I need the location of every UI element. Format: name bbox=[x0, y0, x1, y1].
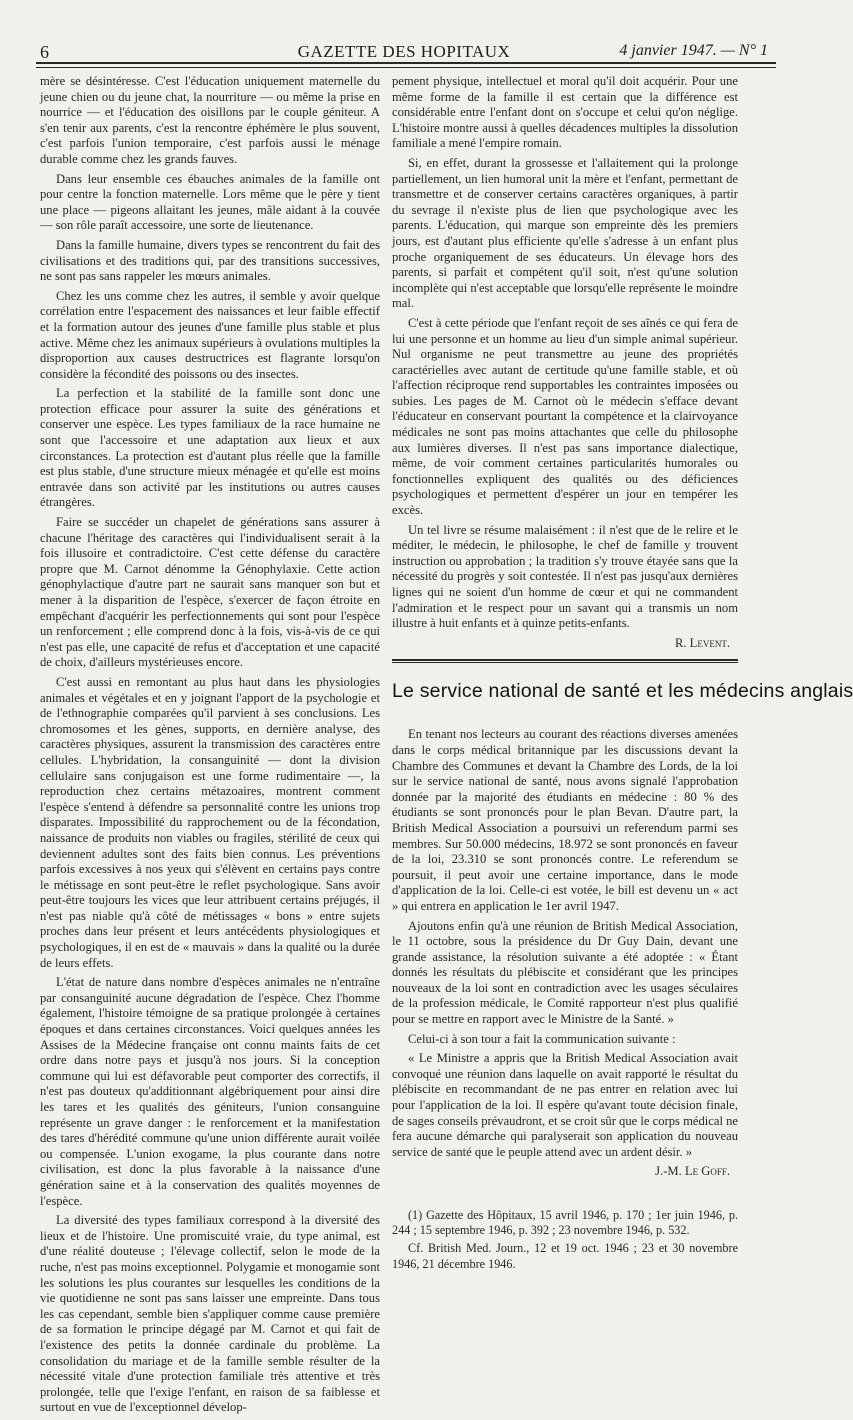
paragraph: « Le Ministre a appris que la British Medical Association avait convoqué une réunion dans laquelle on avait rapporté le résultat du plébiscite en recommandant de ne pas entrer en relation avec lui pour l'application de la loi. Il espère qu'avant toute décision finale, de sages conseils prévaudront, et se croit sûr que le corps médical ne fera aucune démarche qui paralyserait son application du nouveau service de santé que le peuple attend avec un ardent désir. » bbox=[392, 1051, 738, 1159]
author-signature: J.-M. Le Goff. bbox=[655, 1164, 730, 1179]
footnote: Cf. British Med. Journ., 12 et 19 oct. 1946 ; 23 et 30 novembre 1946, 21 décembre 1946. bbox=[392, 1241, 738, 1271]
paragraph: En tenant nos lecteurs au courant des réactions diverses amenées dans le corps médical britannique par les discussions devant la Chambre des Communes et devant la Chambre des Lords, de la loi sur le service national de santé, nous avons signalé l'approbation donnée par la majorité des étudiants en médecine : 80 % des étudiants se sont prononcés pour le plan Bevan. D'autre part, la British Medical Association a poursuivi un referendum parmi ses membres. Sur 50.000 médecins, 18.972 se sont prononcés en faveur de la loi, 23.310 se sont prononcés contre. Le referendum se poursuit, il peut avoir une certaine importance, dans le mode d'application de la loi. Celle-ci est votée, le bill est devenu un « act » qui entrera en application le 1er avril 1947. bbox=[392, 727, 738, 913]
header-rule-thick bbox=[36, 62, 776, 64]
paragraph: Faire se succéder un chapelet de générations sans assurer à chacune l'héritage des caractères qui l'individualisent serait à la fois illusoire et contradictoire. C'est cette défense du caractère propre que M. Carnot dénomme la Génophylaxie. Cette action génophylactique d'autre part ne saurait sans manquer son but et mener à la disparition de l'espèce, s'exercer de façon étroite en empêchant d'acquérir les perfectionnements qui sont pour l'espèce un renforcement ; elle comprend donc à la fois, vis-à-vis de ce qui n'est pas elle, une capacité de refus et d'acceptation et une capacité de choix, d'ailleurs mystérieuses encore. bbox=[40, 515, 380, 670]
footnotes bbox=[392, 1208, 738, 1272]
journal-title: GAZETTE DES HOPITAUX bbox=[297, 42, 511, 61]
paragraph: Dans la famille humaine, divers types se rencontrent du fait des civilisations et des traditions qui, par des transitions successives, ne sont pas sans rappeler les mœurs animales. bbox=[40, 237, 380, 284]
paragraph: La perfection et la stabilité de la famille sont donc une protection efficace pour assurer la suite des générations et conserver une espèce. Les types familiaux de la race humaine ne sont que l'accessoire et une adaptation aux lieux et aux circonstances. La protection est d'autant plus réelle que la famille est plus stable, d'une structure mieux ménagée et qu'elle est moins entravée dans son activité par les institutions ou autres causes étrangères. bbox=[40, 386, 380, 510]
header-rule-thin bbox=[36, 67, 776, 68]
paragraph: L'état de nature dans nombre d'espèces animales ne n'entraîne par consanguinité aucune dégradation de l'espèce. Chez l'homme également, l'histoire témoigne de sa pratique prolongée à certaines époques et dans certaines circonstances. Voici quelques années les Assises de la Médecine française ont connu maints faits de cet ordre dans notre pays et jusqu'à nos jours. Si la conception commune qui lui est défavorable peut comporter des correctifs, il n'est pas douteux qu'additionnant algébriquement pour ainsi dire les tares et les qualités des géniteurs, l'union consanguine représente un grave danger : le renforcement et la manifestation des tares d'hérédité commune qu'une union différente aurait voilée ou compensée. L'union exogame, la plus courante dans notre civilisation, est donc la plus favorable à la naissance d'une génération saine et à la conservation des qualités moyennes de l'espèce. bbox=[40, 975, 380, 1208]
issue-date: 4 janvier 1947. — N° 1 bbox=[619, 42, 768, 59]
paragraph: mère se désintéresse. C'est l'éducation uniquement maternelle du jeune chien ou du jeune chat, la nourriture — ou même la prise en nourrice — et l'éducation des oisillons par le couple géniteur. A s'en tenir aux parents, c'est la rencontre éphémère le plus souvent, c'est parfois l'union temporaire, c'est parfois aussi le ménage durable comme chez les grands fauves. bbox=[40, 74, 380, 166]
section-rule-thick bbox=[392, 659, 738, 661]
paragraph: C'est aussi en remontant au plus haut dans les physiologies animales et végétales et en y joignant l'apport de la psychologie et de l'ethnographie comparées qu'il parvient à ses conclusions. Les chromosomes et les gènes, supports, en dernière analyse, des caractères physiques, assurent la transmission des caractères entre cellules. L'hybridation, la consanguinité — dont la division cellulaire sans conjugaison est une forme rudimentaire —, la reproduction chez certains métazoaires, montrent comment l'espèce s'entend à défendre sa personnalité contre les unions trop disparates. Impossibilité du rapprochement ou de la fécondation, naissance de produits non viables ou fragiles, stérilité de ceux qui deviennent adultes sont des faits bien connus. Les préventions parfois excessives à nos yeux qui s'élèvent en certains pays contre le métissage en sont peut-être le reflet psychologique. Sans avoir peut-être toujours les vices que leur attribuent certains préjugés, il n'est pas niable qu'à côté de métissages « bons » entre sujets proches dans leur présent et leurs antécédents physiologiques et psychologiques, il en est de « mauvais » dans la qualité ou la durée de leurs effets. bbox=[40, 674, 380, 970]
footnote: (1) Gazette des Hôpitaux, 15 avril 1946, p. 170 ; 1er juin 1946, p. 244 ; 15 septembre 1946, p. 392 ; 23 novembre 1946, p. 532. bbox=[392, 1208, 738, 1238]
page-number: 6 bbox=[40, 42, 49, 62]
paragraph: pement physique, intellectuel et moral qu'il doit acquérir. Pour une même forme de la famille il est certain que la différence est considérable entre l'enfant dont on s'occupe et celui qu'on néglige. L'histoire montre aussi à quelles décadences multiples la dissolution familiale a mené l'empire romain. bbox=[392, 74, 738, 151]
section-rule-thin bbox=[392, 662, 738, 663]
paragraph: C'est à cette période que l'enfant reçoit de ses aînés ce qui fera de lui une personne et un homme au lieu d'un simple animal supérieur. Nul organisme ne peut transmettre au jeune des propriétés caractérielles avec autant de certitude qu'une famille stable, et où l'affection réciproque rend supportables les contraintes imposées ou subies. Les pages de M. Carnot où le médecin s'efface devant l'éducateur en conservant pourtant la compétence et la clairvoyance médicales ne sont pas moins attachantes que celle du philosophe aux lumières diverses. Il n'est pas sans importance dialectique, même, de voir comment certaines particularités humorales ou fonctionnelles expliquent des qualités ou des déficiences psychologiques et permettent d'espérer un jour en tempérer les excès. bbox=[392, 315, 738, 518]
paragraph: Si, en effet, durant la grossesse et l'allaitement qui la prolonge partiellement, un lien humoral unit la mère et l'enfant, permettant de transmettre et de conserver certains caractères organiques, à partir du sevrage il n'existe plus de lien que psychologique avec les parents. L'éducation, qui marque son empreinte dès les premiers jours, est d'autant plus efficiente qu'elle s'adresse à un enfant plus proche organiquement de ses éducateurs. Un élevage hors des parents, si parfait et compétent qu'il soit, n'est qu'une solution incomplète qui n'est acceptable que lorsqu'elle représente le moindre mal. bbox=[392, 155, 738, 311]
paragraph: Ajoutons enfin qu'à une réunion de British Medical Association, le 11 octobre, sous la présidence du Dr Guy Dain, devant une grande assistance, la résolution suivante a été adoptée : « Étant donnés les résultats du plébiscite et considérant que les principes nouveaux de la loi sont en contradiction avec les usages séculaires de la profession médicale, le Comité rapporteur n'est plus qualifié pour se mettre en rapport avec le Ministre de la Santé. » bbox=[392, 918, 738, 1027]
paragraph: Celui-ci à son tour a fait la communication suivante : bbox=[408, 1031, 676, 1046]
right-column bbox=[392, 74, 853, 1275]
paragraph: Un tel livre se résume malaisément : il n'est que de le relire et le méditer, le médecin, le philosophe, le chef de famille y trouvent instruction ou approbation ; la tradition s'y trouve étayée sans que la nécessité du progrès y soit contestée. Il n'est pas jusqu'aux dernières lignes qui ne soient d'un homme de cœur et qui ne commandent l'admiration et le respect pour un savant qui a transmis un nom illustre à huit enfants et à quinze petits-enfants. bbox=[392, 522, 738, 631]
section-heading: Le service national de santé et les médecins anglais bbox=[392, 680, 853, 703]
author-signature: R. Levent. bbox=[674, 635, 730, 650]
paragraph: La diversité des types familiaux correspond à la diversité des lieux et de l'histoire. Une promiscuité vraie, du type animal, est d'une réalité douteuse ; l'élevage collectif, selon le mode de la ruche, n'est pas moins exceptionnel. Polygamie et monogamie sont les solutions les plus courantes sur lesquelles les conditions de la vie quotidienne ne sont pas sans laisser une empreinte. Dans tous les cas cependant, semble bien s'appliquer comme cause première de sa formation le principe dégagé par M. Carnot et qui fait de l'existence des petits la donnée cardinale du problème. La consolidation du mariage et de la famille semble résulter de la nécessité vitale d'une protection familiale très attentive et très prolongée, telle que l'exige l'enfant, en raison de sa faiblesse et surtout en vue de l'exceptionnel dévelop- bbox=[40, 1213, 380, 1415]
left-column bbox=[40, 74, 380, 1420]
paragraph: Chez les uns comme chez les autres, il semble y avoir quelque corrélation entre l'espacement des naissances et leur faible effectif et la formation autour des jeunes d'une famille plus stable et plus active. Même chez les animaux supérieurs à ovulations multiples la disproportion aux causes destructrices est flagrante lorsqu'on considère la fécondité des poissons ou des insectes. bbox=[40, 288, 380, 381]
paragraph: Dans leur ensemble ces ébauches animales de la famille ont pour centre la fonction maternelle. Lors même que le père y tient une place — pigeons allaitant les jeunes, mâle aidant à la couvée — son rôle paraît accessoire, une sorte de lieutenance. bbox=[40, 171, 380, 233]
